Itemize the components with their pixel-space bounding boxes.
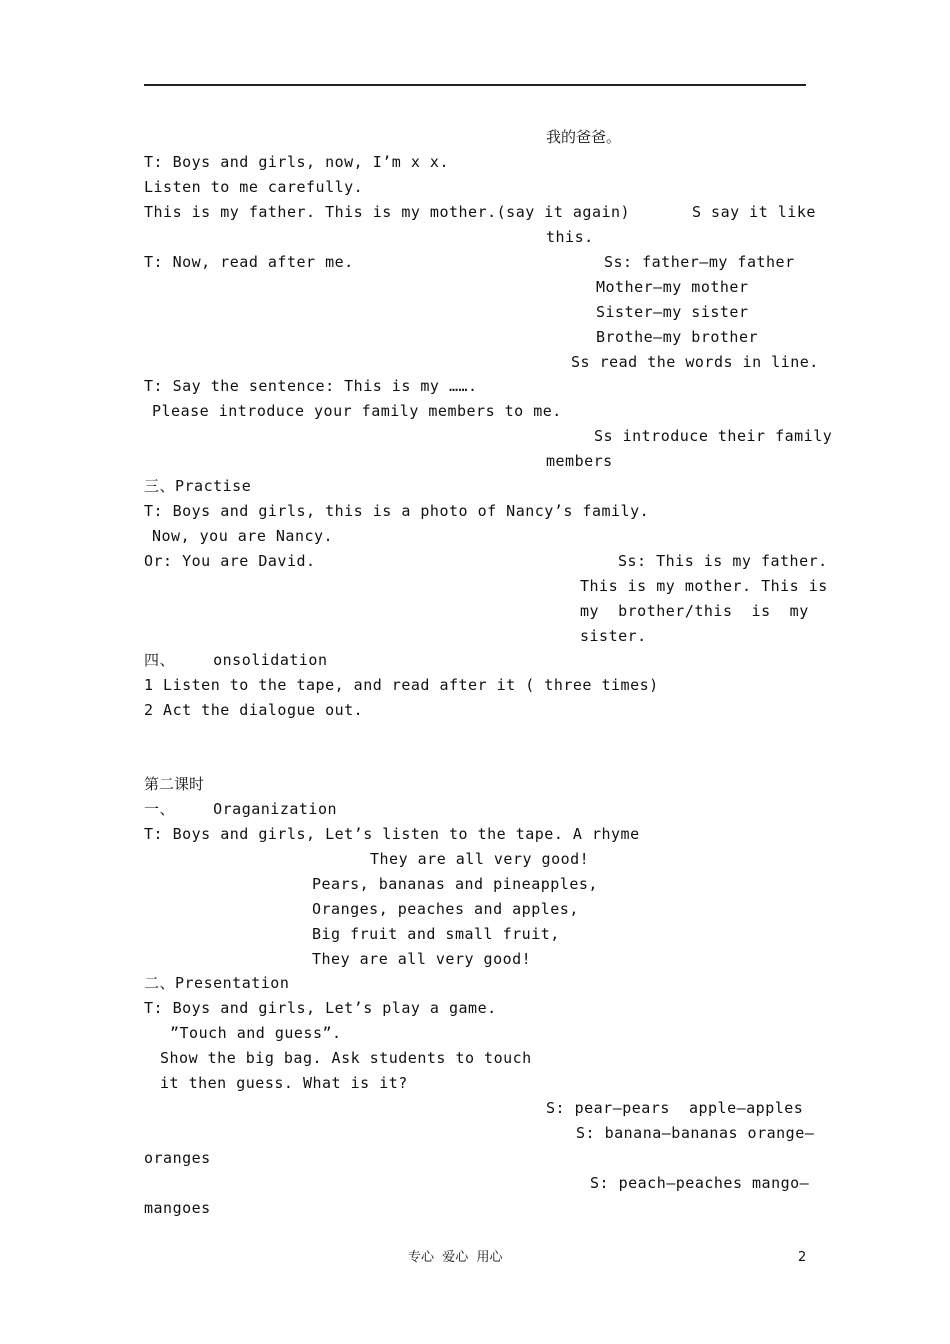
- lesson-heading: 第二课时: [144, 775, 205, 793]
- text-line: Sister—my sister: [596, 303, 749, 321]
- text-line: Brothe—my brother: [596, 328, 759, 346]
- section-heading: 四、 onsolidation: [144, 651, 328, 669]
- text-line: T: Boys and girls, Let’s listen to the tape. A rhyme: [144, 825, 640, 843]
- text-line: 1 Listen to the tape, and read after it ( three times): [144, 676, 659, 694]
- text-line: This is my father. This is my mother.(say it again): [144, 203, 631, 221]
- text-line: Please introduce your family members to me.: [152, 402, 562, 420]
- text-line: this.: [546, 228, 594, 246]
- text-line: S: peach—peaches mango—: [590, 1174, 810, 1192]
- rhyme-line: They are all very good!: [370, 850, 590, 868]
- text-line: Listen to me carefully.: [144, 178, 364, 196]
- text-line: Or: You are David.: [144, 552, 316, 570]
- text-line: T: Say the sentence: This is my …….: [144, 377, 478, 395]
- footer-motto: 专心 爱心 用心: [408, 1250, 503, 1265]
- text-line: Ss read the words in line.: [571, 353, 819, 371]
- text-line: it then guess. What is it?: [160, 1074, 408, 1092]
- text-line: Mother—my mother: [596, 278, 749, 296]
- text-line: S: banana—bananas orange—: [576, 1124, 815, 1142]
- text-line: Now, you are Nancy.: [152, 527, 334, 545]
- header-rule: [144, 84, 806, 86]
- text-line: T: Boys and girls, this is a photo of Nancy’s family.: [144, 502, 650, 520]
- text-line: ”Touch and guess”.: [170, 1024, 342, 1042]
- text-line: 我的爸爸。: [546, 128, 622, 146]
- text-line: 2 Act the dialogue out.: [144, 701, 364, 719]
- section-heading: 一、 Oraganization: [144, 800, 338, 818]
- text-line: Ss introduce their family: [594, 427, 833, 445]
- section-heading: 二、Presentation: [144, 974, 290, 992]
- section-heading: 三、Practise: [144, 477, 252, 495]
- text-line: S say it like: [692, 203, 816, 221]
- rhyme-line: They are all very good!: [312, 950, 532, 968]
- rhyme-line: Pears, bananas and pineapples,: [312, 875, 598, 893]
- text-line: oranges: [144, 1149, 211, 1167]
- rhyme-line: Oranges, peaches and apples,: [312, 900, 579, 918]
- text-line: Ss: This is my father.: [618, 552, 828, 570]
- text-line: my brother/this is my: [580, 602, 809, 620]
- rhyme-line: Big fruit and small fruit,: [312, 925, 560, 943]
- text-line: Show the big bag. Ask students to touch: [160, 1049, 532, 1067]
- page-number: 2: [798, 1250, 807, 1265]
- text-line: T: Boys and girls, Let’s play a game.: [144, 999, 497, 1017]
- text-line: members: [546, 452, 613, 470]
- text-line: sister.: [580, 627, 647, 645]
- text-line: S: pear—pears apple—apples: [546, 1099, 804, 1117]
- text-line: Ss: father—my father: [604, 253, 795, 271]
- text-line: This is my mother. This is: [580, 577, 828, 595]
- text-line: T: Boys and girls, now, I’m x x.: [144, 153, 449, 171]
- text-line: T: Now, read after me.: [144, 253, 354, 271]
- text-line: mangoes: [144, 1199, 211, 1217]
